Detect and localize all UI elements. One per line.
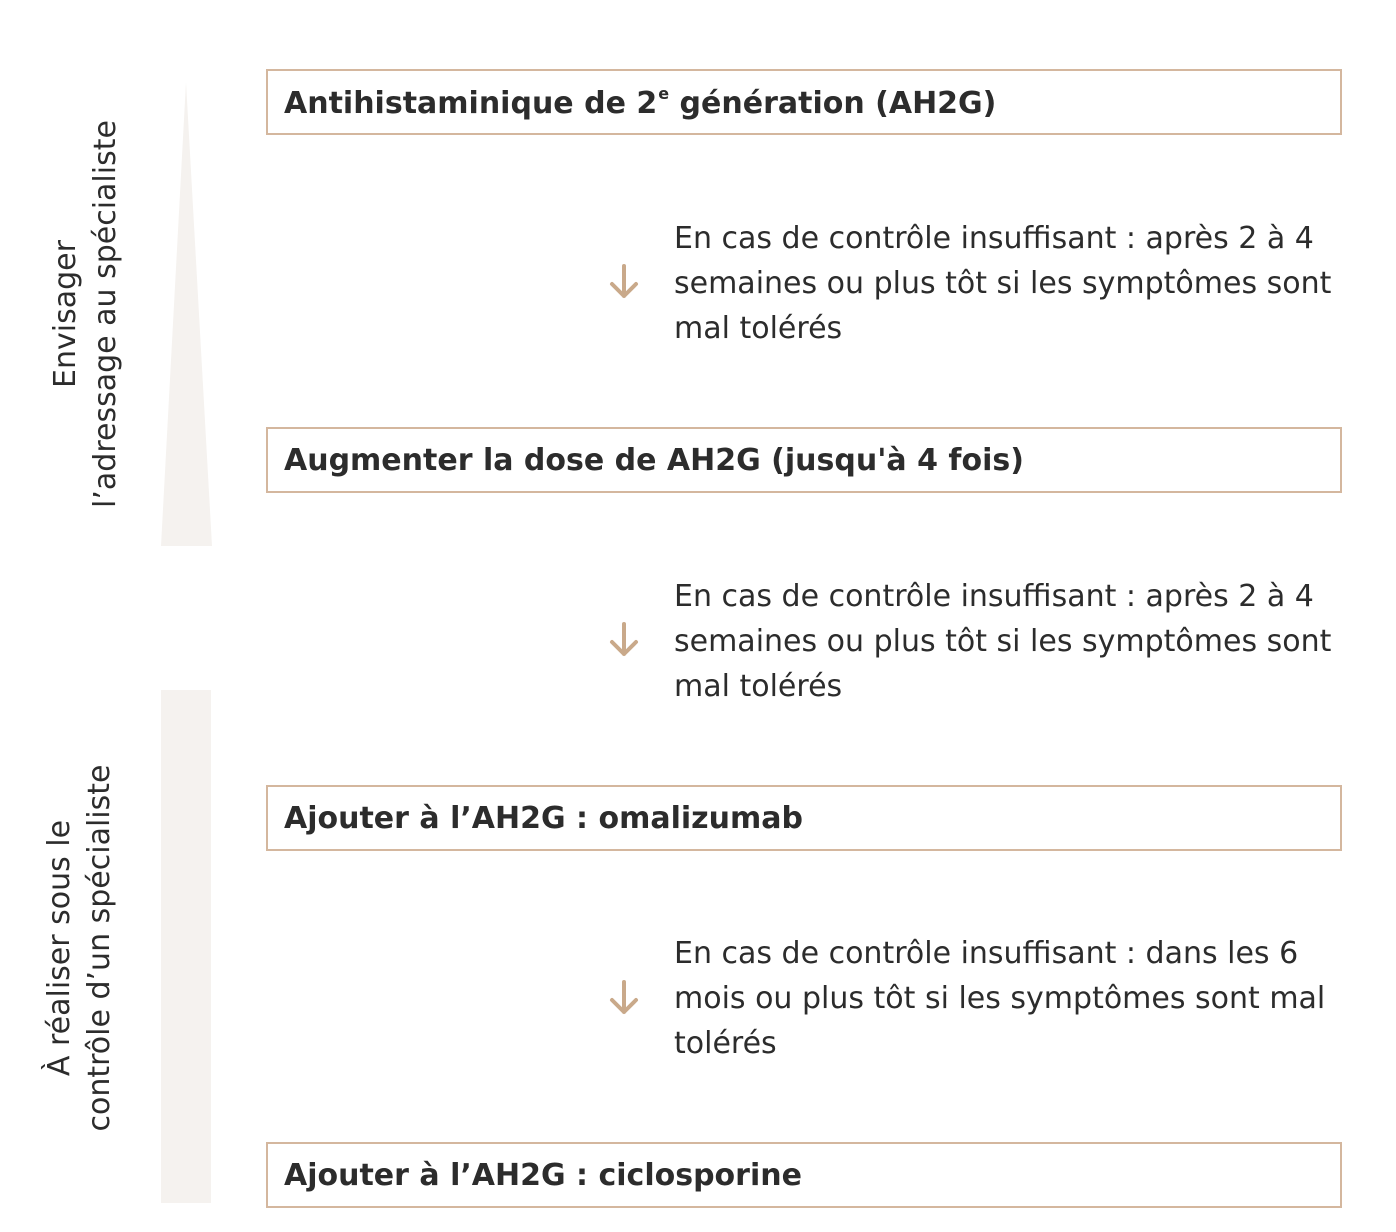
condition-3-line2: mois ou plus tôt si les symptômes sont mal xyxy=(674,981,1326,1016)
step-box-2 xyxy=(266,427,1342,493)
step-2-text: Augmenter la dose de AH2G (jusqu'à 4 fois) xyxy=(284,442,1024,478)
side-label-upper-line2: l’adressage au spécialiste xyxy=(88,120,123,508)
step-1-text: Antihistaminique de 2e génération (AH2G) xyxy=(284,83,997,121)
condition-text-1 xyxy=(674,216,1354,351)
condition-1-line1: En cas de contrôle insuffisant : après 2 à 4 xyxy=(674,221,1314,256)
condition-2-line3: mal tolérés xyxy=(674,669,843,704)
step-box-1 xyxy=(266,69,1342,135)
arrow-down-icon xyxy=(604,620,644,660)
step-box-3 xyxy=(266,785,1342,851)
arrow-down-icon xyxy=(604,262,644,302)
side-label-lower-line1: À réaliser sous le xyxy=(42,819,77,1077)
side-label-upper xyxy=(46,120,126,508)
side-label-lower-line2: contrôle d’un spécialiste xyxy=(82,764,117,1132)
condition-text-2 xyxy=(674,574,1354,709)
step-3-text: Ajouter à l’AH2G : omalizumab xyxy=(284,800,803,836)
step-box-4 xyxy=(266,1142,1342,1208)
condition-2-line2: semaines ou plus tôt si les symptômes sont xyxy=(674,624,1332,659)
lower-bar-shape xyxy=(161,690,211,1203)
side-label-upper-line1: Envisager xyxy=(48,240,83,388)
condition-1-line3: mal tolérés xyxy=(674,311,843,346)
side-shapes xyxy=(0,0,260,1232)
condition-3-line1: En cas de contrôle insuffisant : dans les 6 xyxy=(674,936,1299,971)
arrow-down-icon xyxy=(604,978,644,1018)
condition-1-line2: semaines ou plus tôt si les symptômes sont xyxy=(674,266,1332,301)
upper-wedge-shape xyxy=(161,82,212,546)
step-4-text: Ajouter à l’AH2G : ciclosporine xyxy=(284,1157,802,1193)
condition-2-line1: En cas de contrôle insuffisant : après 2 à 4 xyxy=(674,579,1314,614)
condition-3-line3: tolérés xyxy=(674,1026,777,1061)
side-label-lower xyxy=(40,765,120,1132)
condition-text-3 xyxy=(674,931,1354,1066)
